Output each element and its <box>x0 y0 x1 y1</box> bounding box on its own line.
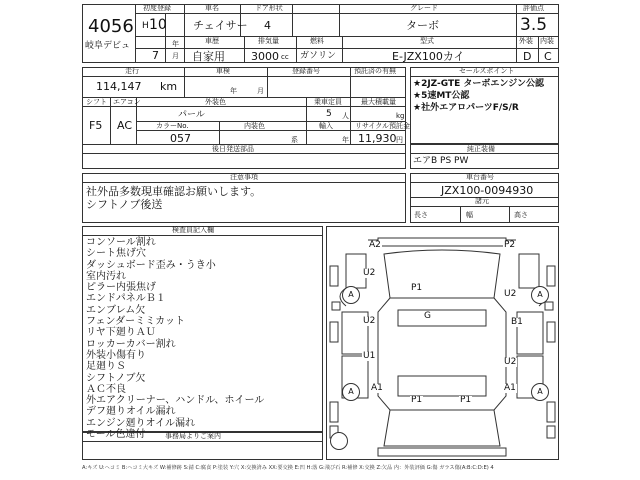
inspector-notes <box>86 237 264 440</box>
era-prefix: H <box>142 21 149 31</box>
capacity-label: 乗車定員 <box>314 98 342 106</box>
chassis-label: 車台番号 <box>466 173 494 181</box>
damage-mark: A1 <box>371 383 383 393</box>
height-label: 高さ <box>514 211 528 219</box>
load-label: 最大積載量 <box>361 98 396 106</box>
inspector-line: シート焦げ穴 <box>86 248 146 260</box>
inspection-month-unit: 月 <box>257 87 264 95</box>
inspector-line: ＡＣ不良 <box>86 383 126 395</box>
displacement-unit: cc <box>281 53 289 61</box>
doors: 4 <box>264 19 271 32</box>
ac: AC <box>117 119 133 132</box>
rear-right-wheel: A <box>531 383 549 401</box>
month-suffix: 月 <box>172 52 179 60</box>
inspector-line: エンジン廻りオイル漏れ <box>86 417 195 429</box>
front-left-wheel: A <box>342 286 360 304</box>
damage-mark: P1 <box>411 395 423 405</box>
inspector-line: 外エアクリーナー、ハンドル、ホイール <box>86 395 265 407</box>
plate-label: 登録番号 <box>292 67 320 75</box>
recycle-deposit-label: 預託済の有無 <box>354 67 396 75</box>
inspector-line: ピラー内張焦げ <box>86 282 156 294</box>
length-label: 長さ <box>414 211 428 219</box>
debut-label: 岐阜デビュ <box>85 41 131 51</box>
capacity: 5 <box>326 109 332 119</box>
color-no-label: カラーNo. <box>156 122 189 130</box>
import-year: 年 <box>342 136 349 144</box>
doors-label: ドア形状 <box>255 4 283 12</box>
displacement: 3000 <box>251 50 279 63</box>
exterior-grade: D <box>523 50 532 63</box>
inspector-line: シフトノブ欠 <box>86 372 146 384</box>
inspector-line: 外装小傷有り <box>86 349 146 361</box>
notes-label: 注意事項 <box>230 173 258 181</box>
after-parts-label: 後日発送部品 <box>212 145 254 153</box>
sales-point-item: ★5速MT公認 <box>413 91 470 101</box>
recycle-fee: 11,930 <box>358 132 397 145</box>
damage-mark: B1 <box>511 317 523 327</box>
standard-equip: エアB PS PW <box>413 156 469 166</box>
inspection-label: 車検 <box>216 67 230 75</box>
damage-mark: A1 <box>504 383 516 393</box>
damage-mark: U2 <box>504 289 517 299</box>
inspector-line: エンドパネルＢ１ <box>86 293 166 305</box>
reg-year: 10 <box>149 17 167 33</box>
mileage-label: 走行 <box>125 67 139 75</box>
fuel-label: 燃料 <box>310 37 324 45</box>
grade-label: グレード <box>410 4 438 12</box>
damage-mark: U2 <box>504 357 517 367</box>
recycle-label: リサイクル預託金 <box>355 122 411 130</box>
mileage: 114,147 <box>96 80 142 93</box>
inspector-line: ロッカーカバー割れ <box>86 338 176 350</box>
rear-left-wheel: A <box>342 383 360 401</box>
notes-line: シフトノブ後送 <box>86 198 163 211</box>
damage-mark: P1 <box>411 283 423 293</box>
sales-point-item: ★社外エアロパーツF/S/R <box>413 103 519 113</box>
recycle-unit: 円 <box>396 136 403 144</box>
interior-unit: 系 <box>291 136 298 144</box>
year-suffix: 年 <box>172 40 179 48</box>
interior-grade-label: 内装 <box>540 37 554 45</box>
exterior-grade-label: 外装 <box>519 37 533 45</box>
color-no: 057 <box>170 132 191 145</box>
inspector-line: 足廻りＳ <box>86 361 126 373</box>
dims-label: 諸元 <box>475 197 489 205</box>
interior-grade: C <box>544 50 552 63</box>
legend-footer: A:キズ U:ヘコミ B:ヘコミ大キズ W:補修跡 S:錆 C:腐食 P:塗装 Y:穴 X:交換済み XX:要交換 E:凹 H:落 G:飛び石 R:補修 X:交換 Z:欠品 内：外装評価 G:傷 ガラス傷(A:B:C:D:E) 4 <box>82 465 494 471</box>
damage-mark: G <box>424 311 431 321</box>
front-right-wheel: A <box>531 286 549 304</box>
car-name-label: 車名 <box>205 4 219 12</box>
interior-color-label: 内装色 <box>244 122 265 130</box>
mileage-unit: km <box>160 80 178 93</box>
ac-label: エアコン <box>113 98 141 106</box>
inspector-line: デフ廻りオイル漏れ <box>86 406 176 418</box>
sales-point-item: ★2JZ-GTE ターボエンジン公認 <box>413 79 544 89</box>
shift: F5 <box>89 119 103 132</box>
model: E-JZX100カイ <box>392 50 465 63</box>
inspector-line: エンブレム欠 <box>86 304 146 316</box>
grade: ターボ <box>406 19 439 32</box>
displacement-label: 排気量 <box>258 37 279 45</box>
first-reg-label: 初度登録 <box>143 4 171 12</box>
reg-month: 7 <box>152 49 159 62</box>
load-unit: kg <box>396 112 405 120</box>
exterior-color-label: 外装色 <box>205 98 226 106</box>
exterior-color: パール <box>178 110 205 120</box>
shift-label: シフト <box>86 98 107 106</box>
inspector-line: リヤ下廻りＡＵ <box>86 327 156 339</box>
import-label: 輸入 <box>319 122 333 130</box>
car-name: チェイサー <box>193 19 248 32</box>
car-diagram <box>326 226 559 460</box>
notes-line: 社外品多数現車確認お願いします。 <box>86 185 262 198</box>
office-label: 事務局よりご案内 <box>165 432 221 440</box>
damage-mark: P1 <box>460 395 472 405</box>
inspection-year-unit: 年 <box>230 87 237 95</box>
lot-number: 4056 <box>88 16 134 37</box>
inspector-line: ダッシュボード歪み・うき小 <box>86 259 216 271</box>
vehicle-type: 自家用 <box>192 50 225 63</box>
model-label: 型式 <box>420 37 434 45</box>
width-label: 幅 <box>466 211 473 219</box>
standard-equip-label: 純正装備 <box>467 145 495 153</box>
fuel: ガソリン <box>300 51 337 61</box>
spare-tire <box>330 432 348 450</box>
capacity-unit: 人 <box>342 112 349 120</box>
inspector-line: 室内汚れ <box>86 270 126 282</box>
damage-mark: U2 <box>363 316 376 326</box>
score: 3.5 <box>520 15 548 35</box>
damage-mark: P2 <box>504 240 516 250</box>
inspector-line: フェンダーミミカット <box>86 316 185 328</box>
sales-points-label: セールスポイント <box>459 67 515 75</box>
damage-mark: U1 <box>363 351 376 361</box>
damage-mark: U2 <box>363 268 376 278</box>
vehicle-type-label: 車歴 <box>205 37 219 45</box>
score-label: 評価点 <box>523 4 544 12</box>
inspector-label: 検査員記入欄 <box>172 226 214 234</box>
damage-mark: A2 <box>369 240 381 250</box>
inspector-line: コンソール割れ <box>86 237 156 248</box>
inspector-line: モール色違付 <box>86 429 146 441</box>
chassis-number: JZX100-0094930 <box>441 184 534 197</box>
